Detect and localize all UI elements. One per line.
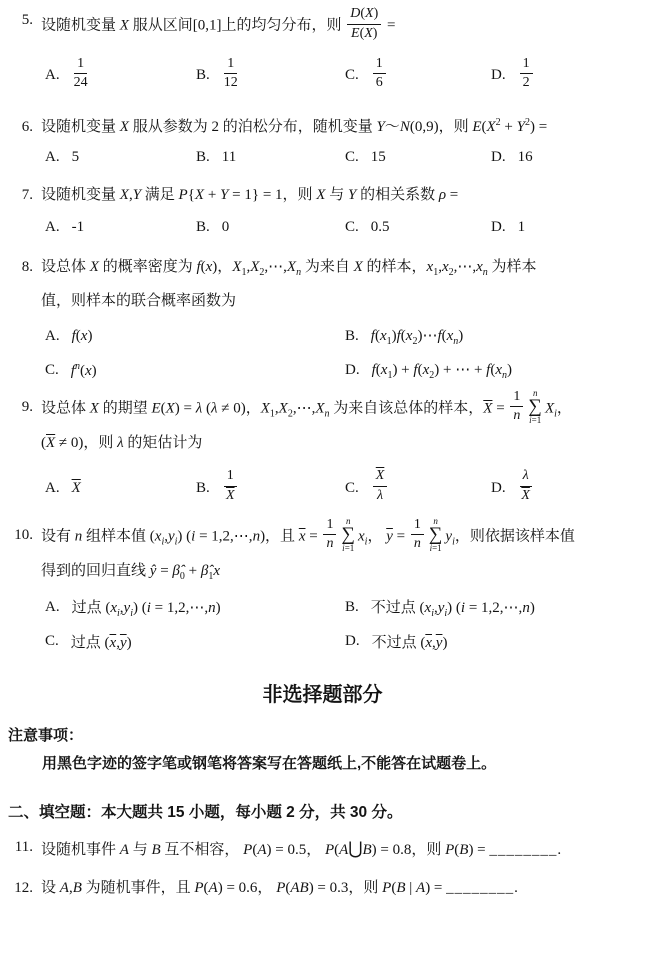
option-label: D. xyxy=(491,479,506,496)
options-row xyxy=(8,326,637,381)
question-5 xyxy=(8,8,637,94)
option-value: 过点 $(x_i,y_i) (i$ = 1,2,⋯,n) xyxy=(71,599,221,619)
question-9 xyxy=(8,387,637,507)
question-number: 8. xyxy=(21,259,33,276)
option xyxy=(196,470,345,507)
option-label: B. xyxy=(345,598,359,615)
option-label: A. xyxy=(45,67,60,84)
question-stem: 设随机变量 X 服从参数为 2 的泊松分布，随机变量 Y～N(0,9)，则 $E(X^2 + Y^2)$ = xyxy=(41,117,548,136)
option xyxy=(45,326,345,347)
option-value: $f(x_1) + f(x_2)$ + ⋯ + $f(x_n)$ xyxy=(371,361,513,381)
option-label: A. xyxy=(45,598,60,615)
option xyxy=(345,55,491,95)
option-label: D. xyxy=(345,632,360,649)
option-label: B. xyxy=(196,67,210,84)
options-row xyxy=(8,149,637,166)
question-10 xyxy=(8,515,637,652)
options-row xyxy=(8,55,637,95)
option-label: B. xyxy=(345,327,359,344)
question-stem: 设随机变量 X 服从区间[0,1]上的均匀分布，则 $\frac{D(X)}{E(X)}$ = xyxy=(41,6,396,41)
question-6 xyxy=(8,115,637,166)
option-value: 过点 $(\overline{x},\overline{y})$ xyxy=(70,634,132,651)
option-value: 0 xyxy=(221,219,230,236)
option xyxy=(45,470,196,507)
option-value: -1 xyxy=(71,219,85,236)
option xyxy=(491,149,637,166)
option xyxy=(45,149,196,166)
option-value: $\frac{1}{24}$ xyxy=(73,55,88,91)
option xyxy=(196,149,345,166)
option-value: $\frac{\lambda}{X}$ xyxy=(521,468,530,503)
option-value: f(x) xyxy=(71,327,93,344)
option xyxy=(45,631,345,652)
option xyxy=(345,631,637,652)
option-label: C. xyxy=(345,67,359,84)
option xyxy=(45,596,345,619)
option xyxy=(491,470,637,507)
question-stem: 设有 n 组样本值 $(x_i,y_i) (i$ = 1,2,⋯,n)，且 $\overline{x}$ = $\frac{1}{n}$ n ∑ i=1 $x_i$， $\overline{y}$ = $\frac{1}{n}$ n ∑ i=1 $y_i$，则依据该样本值 得到的回归直线 ŷ = $\betâ_0$ + $\betâ_1x$ xyxy=(41,515,575,583)
question-stem: 设 A,B 为随机事件，且 P(A) = 0.6， P(AB) = 0.3，则 P(B | A) = ________. xyxy=(41,879,518,896)
question-number: 12. xyxy=(14,879,33,896)
question-number: 10. xyxy=(14,526,33,543)
option-value: $\frac{1}{6}$ xyxy=(371,58,388,95)
question-11 xyxy=(8,835,637,863)
option-value: $f(x_1)f(x_2)\cdots f(x_n)$ xyxy=(370,327,464,347)
option-label: C. xyxy=(345,219,359,236)
question-8 xyxy=(8,251,637,381)
option-label: D. xyxy=(345,361,360,378)
option xyxy=(491,219,637,236)
options-row xyxy=(8,596,637,652)
option xyxy=(345,326,637,347)
fill-in-section-header: 二、填空题：本大题共 15 小题，每小题 2 分，共 30 分。 xyxy=(8,803,403,821)
option-label: D. xyxy=(491,149,506,166)
option-value: 11 xyxy=(221,149,237,166)
option-value: $\frac{1}{X}$ xyxy=(222,470,239,507)
option xyxy=(345,596,637,619)
option-value: 16 xyxy=(517,149,533,166)
option-label: A. xyxy=(45,479,60,496)
notice-text: 用黑色字迹的签字笔或钢笔将答案写在答题纸上,不能答在试题卷上。 xyxy=(42,754,497,772)
option-label: D. xyxy=(491,67,506,84)
option-label: C. xyxy=(345,479,359,496)
option xyxy=(196,55,345,95)
option xyxy=(45,219,196,236)
section-title: 非选择题部分 xyxy=(262,683,383,706)
question-number: 9. xyxy=(21,398,33,415)
question-number: 7. xyxy=(21,187,33,204)
option-label: A. xyxy=(45,149,60,166)
option-label: D. xyxy=(491,219,506,236)
option xyxy=(45,360,345,381)
option-value: $f^n(x)$ xyxy=(70,360,97,379)
options-row xyxy=(8,470,637,507)
option-label: B. xyxy=(196,479,210,496)
option-label: C. xyxy=(45,361,59,378)
option-label: A. xyxy=(45,219,60,236)
question-12 xyxy=(8,876,637,900)
option-value: 15 xyxy=(370,149,386,166)
question-number: 6. xyxy=(21,119,33,136)
option xyxy=(45,55,196,95)
option xyxy=(345,149,491,166)
option-value: $\frac{1}{2}$ xyxy=(518,58,535,95)
question-stem: 设随机变量 X,Y 满足 P{X + Y = 1} = 1，则 X 与 Y 的相关系数 ρ = xyxy=(41,187,459,204)
question-stem: 设总体 X 的期望 E(X) = λ (λ ≠ 0)，$X_1,X_2,\cdots,X_n$ 为来自该总体的样本，$\overline{X}$ = $\frac{1}{n}$ n ∑ i=1 $X_i$， $(\overline{X} \ne 0)$，则 λ 的矩估计为 xyxy=(41,387,572,452)
option xyxy=(345,360,637,381)
option-value: 1 xyxy=(517,219,526,236)
question-number: 11. xyxy=(14,838,33,855)
question-number: 5. xyxy=(21,12,33,28)
question-7 xyxy=(8,183,637,236)
option-value: 5 xyxy=(71,149,80,166)
option xyxy=(345,470,491,507)
question-stem: 设总体 X 的概率密度为 f(x)，$X_1,X_2,\cdots,X_n$ 为来自 X 的样本，$x_1,x_2,\cdots,x_n$ 为样本 值，则样本的联合概率函数为 xyxy=(41,259,537,309)
option xyxy=(196,219,345,236)
notice-label: 注意事项： xyxy=(8,726,84,744)
option-label: C. xyxy=(45,632,59,649)
option xyxy=(491,55,637,95)
option-label: A. xyxy=(45,327,60,344)
options-row xyxy=(8,219,637,236)
option-value: 0.5 xyxy=(370,219,390,236)
option-value: 不过点 $(\overline{x},\overline{y})$ xyxy=(371,634,448,651)
option-value: 不过点 $(x_i,y_i) (i$ = 1,2,⋯,n) xyxy=(370,599,535,619)
option xyxy=(345,219,491,236)
option-label: B. xyxy=(196,219,210,236)
option-value: $\frac{1}{12}$ xyxy=(223,55,238,91)
option-value: $\overline{X}$ xyxy=(71,479,81,496)
option-label: C. xyxy=(345,149,359,166)
option-label: B. xyxy=(196,149,210,166)
question-stem: 设随机事件 A 与 B 互不相容， P(A) = 0.5， P(A⋃B) = 0.8，则 P(B) = ________. xyxy=(41,838,562,858)
option-value: $\frac{\overline{X}}{\lambda}$ xyxy=(371,470,390,507)
